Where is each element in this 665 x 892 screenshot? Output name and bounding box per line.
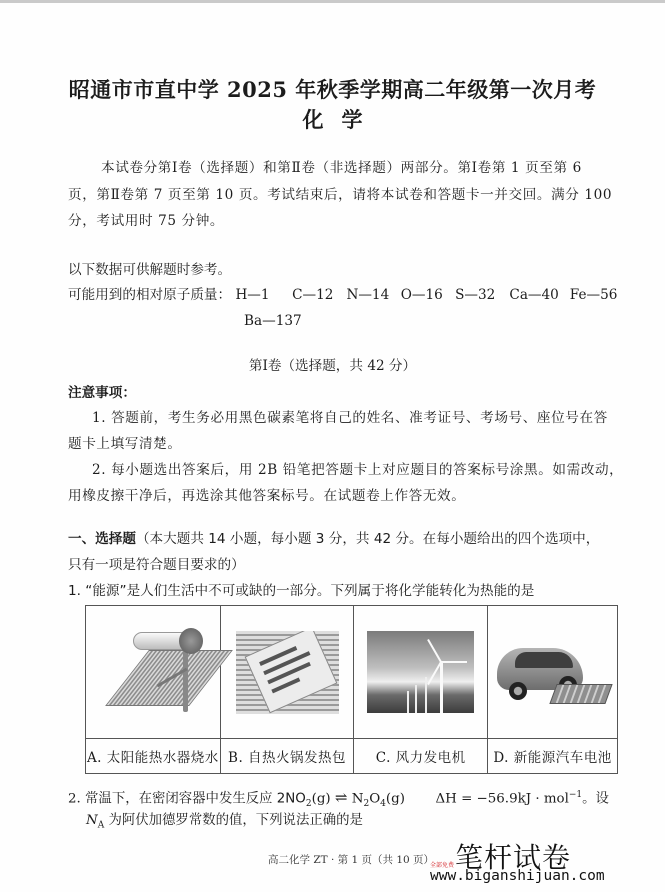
part1-heading: 第Ⅰ卷（选择题，共 42 分） [248,358,417,374]
page-footer: 高二化学 ZT · 第 1 页（共 10 页） [268,854,435,866]
q2-text-end: 。设 [582,791,609,807]
section1-desc-1: （本大题共 14 小题，每小题 3 分，共 42 分。在每小题给出的四个选项中， [135,531,600,547]
q1-options-table [85,605,618,774]
solar-water-heater-image [97,628,209,716]
watermark-brand: 笔杆试卷 [455,841,572,874]
section1-desc-2: 只有一项是符合题目要求的） [68,557,245,573]
exam-subject: 化学 [302,107,381,132]
scan-top-edge [0,0,665,3]
notice-1-line-1: 1. 答题前，考生务必用黑色碳素笔将自己的姓名、准考证号、考场号、座位号在答 [92,410,608,426]
intro-line-2: 页，第Ⅱ卷第 7 页至第 10 页。考试结束后，请将本试卷和答题卡一并交回。满分 100 [68,187,613,203]
option-b-image-cell [220,606,354,739]
watermark-free-badge: 全部免费 [430,862,455,869]
atomic-mass-label: 可能用到的相对原子质量： [68,287,232,303]
option-d-image-cell [488,606,618,739]
q2-text-line-2: 为阿伏加德罗常数的值，下列说法正确的是 [104,813,363,828]
section1-title: 一、选择题 [68,531,136,547]
option-a-label: A. 太阳能热水器烧水 [86,739,221,774]
option-a-image-cell [86,606,221,739]
formula-o: O [369,791,381,807]
subscript: 2 [363,799,370,810]
electric-car-battery-image [493,632,613,712]
atomic-mass-row [68,282,617,308]
option-d-label: D. 新能源汽车电池 [488,739,618,774]
subscript: A [97,820,105,831]
q2-text: 常温下，在密闭容器中发生反应 2NO [85,791,306,807]
q1-stem: 1. “能源”是人们生活中不可或缺的一部分。下列属于将化学能转化为热能的是 [68,583,535,599]
watermark-url[interactable]: www.biganshijuan.com [430,868,605,884]
mass-s: S—32 [455,287,496,303]
option-c-image-cell [354,606,488,739]
notice-2-line-1: 2. 每小题选出答案后，用 2B 铅笔把答题卡上对应题目的答案标号涂黑。如需改动， [92,462,624,478]
state: (g) [311,791,331,807]
mass-h: H—1 [235,287,270,303]
formula-n: N [351,791,364,807]
mass-fe: Fe—56 [569,287,618,303]
equilibrium-arrow-icon: ⇌ [334,788,348,807]
superscript: −1 [568,790,583,800]
notice-title: 注意事项： [68,385,136,401]
wind-turbine-image [367,631,474,713]
mass-ba: Ba—137 [244,313,302,329]
mass-ca: Ca—40 [509,287,559,303]
mass-o: O—16 [400,287,443,303]
self-heating-pack-image [236,631,339,714]
avogadro-symbol: N [86,813,98,828]
notice-1-line-2: 题卡上填写清楚。 [68,436,182,452]
subscript: 2 [305,799,312,810]
subscript: 4 [380,799,386,810]
reference-note: 以下数据可供解题时参考。 [68,262,232,278]
mass-c: C—12 [292,287,334,303]
notice-2-line-2: 用橡皮擦干净后，再选涂其他答案标号。在试题卷上作答无效。 [68,488,466,504]
option-c-label: C. 风力发电机 [354,739,488,774]
q2-number: 2. [68,791,81,807]
option-b-label: B. 自热火锅发热包 [220,739,354,774]
q2-line-2 [86,808,363,839]
state: (g) [385,791,405,807]
intro-line-1: 本试卷分第Ⅰ卷（选择题）和第Ⅱ卷（非选择题）两部分。第Ⅰ卷第 1 页至第 6 [101,160,582,176]
mass-n: N—14 [346,287,390,303]
intro-line-3: 分，考试用时 75 分钟。 [68,213,225,229]
exam-title: 昭通市市直中学 2025 年秋季学期高二年级第一次月考 [68,77,597,102]
enthalpy-change: ΔH = −56.9kJ · mol [435,791,569,807]
section1-heading [68,526,599,552]
